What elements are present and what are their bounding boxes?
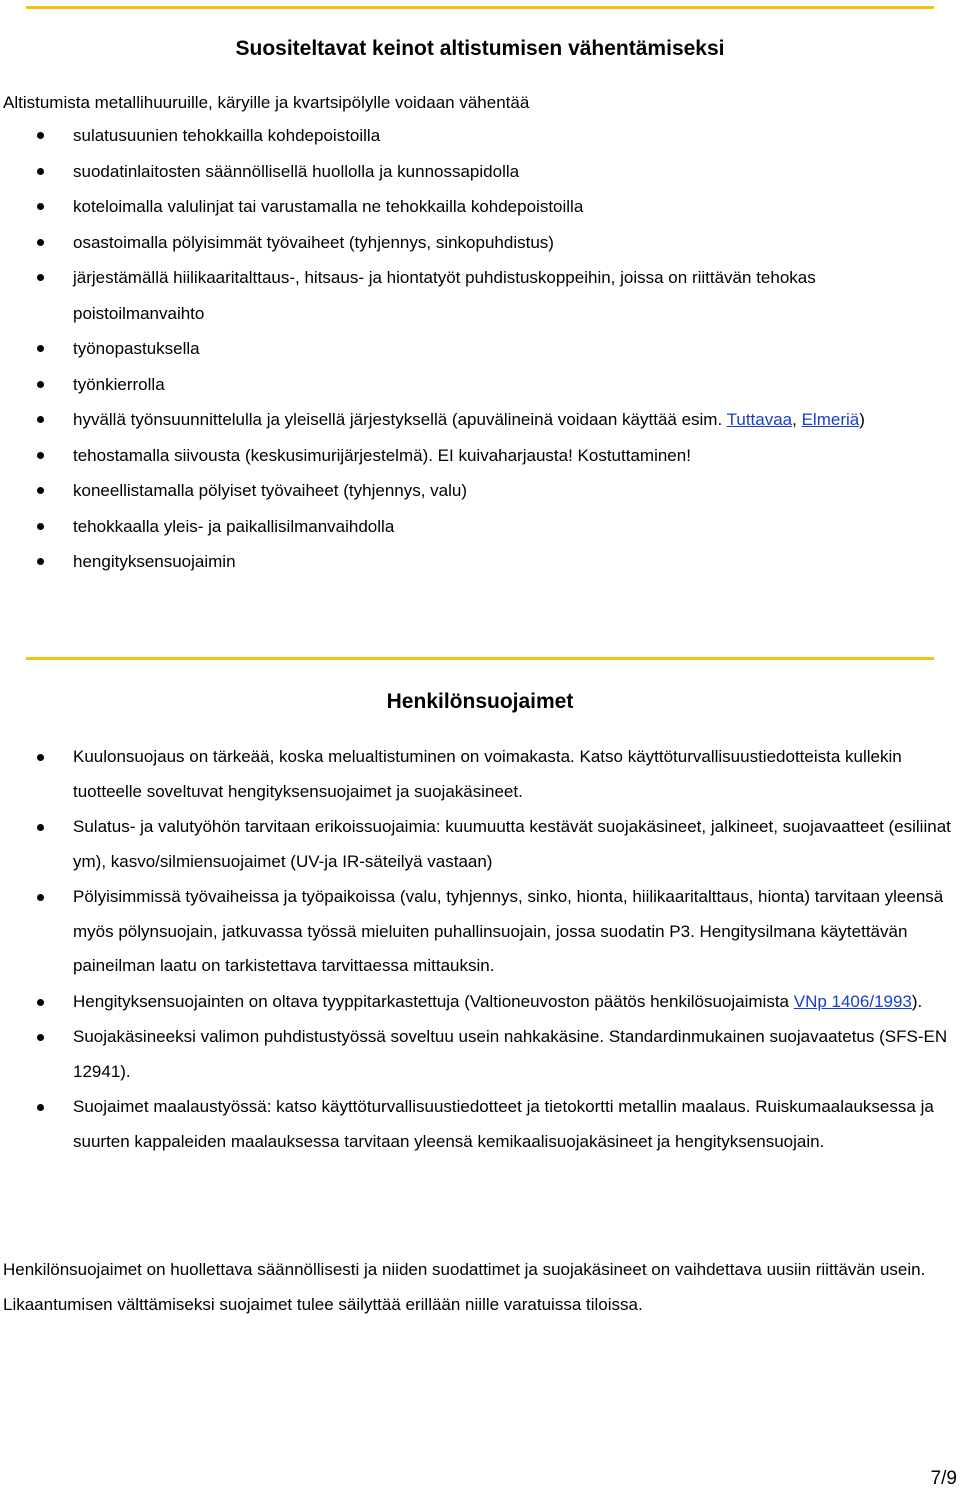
bullet-icon [37,1034,44,1041]
bullet-icon [37,558,44,565]
list-item: sulatusuunien tehokkailla kohdepoistoilla [0,118,945,154]
section-divider [26,657,934,660]
bullet-icon [37,894,44,901]
list-item: Pölyisimmissä työvaiheissa ja työpaikoissa (valu, tyhjennys, sinko, hionta, hiilikaaritalttaus, hionta) tarvitaan yleensä myös pölynsuojain, jatkuvassa työssä mieluiten puhallinsuojain, jossa suodatin P3. Hengitysilmana käytettävän paineilman laatu on tarkistettava tarvittaessa mittauksin. [0,880,955,984]
list-item: koneellistamalla pölyiset työvaiheet (tyhjennys, valu) [0,473,945,509]
exposure-measures-list [0,118,945,580]
list-item: suodatinlaitosten säännöllisellä huollolla ja kunnossapidolla [0,154,945,190]
list-item: tehostamalla siivousta (keskusimurijärjestelmä). EI kuivaharjausta! Kostuttaminen! [0,438,945,474]
list-item: tehokkaalla yleis- ja paikallisilmanvaihdolla [0,509,945,545]
bullet-icon [37,452,44,459]
bullet-icon [37,168,44,175]
bullet-icon [37,381,44,388]
ppe-list [0,740,955,1160]
list-item: hengityksensuojaimin [0,544,945,580]
list-item: osastoimalla pölyisimmät työvaiheet (tyhjennys, sinkopuhdistus) [0,225,945,261]
top-divider [26,6,934,9]
list-item: Suojakäsineeksi valimon puhdistustyössä soveltuu usein nahkakäsine. Standardinmukainen suojavaatetus (SFS-EN 12941). [0,1020,955,1089]
bullet-icon [37,345,44,352]
bullet-icon [37,754,44,761]
section-title-exposure: Suositeltavat keinot altistumisen vähentämiseksi [235,37,725,60]
list-item: työnkierrolla [0,367,945,403]
bullet-icon [37,999,44,1006]
intro-text: Altistumista metallihuuruille, käryille ja kvartsipölylle voidaan vähentää [3,93,530,112]
bullet-icon [37,203,44,210]
closing-paragraph: Henkilönsuojaimet on huollettava säännöllisesti ja niiden suodattimet ja suojakäsineet on vaihdettava uusiin riittävän usein. Likaantumisen välttämiseksi suojaimet tulee säilyttää erillään niille varatuissa tiloissa. [3,1260,926,1314]
bullet-icon [37,824,44,831]
list-item: hyvällä työnsuunnittelulla ja yleisellä järjestyksellä (apuvälineinä voidaan käyttää esim. Tuttavaa, Elmeriä) [0,402,945,438]
bullet-icon [37,274,44,281]
bullet-icon [37,132,44,139]
list-item: Suojaimet maalaustyössä: katso käyttöturvallisuustiedotteet ja tietokortti metallin maalaus. Ruiskumaalauksessa ja suurten kappaleiden maalauksessa tarvitaan yleensä kemikaalisuojakäsineet ja hengityksensuojain. [0,1090,955,1159]
bullet-icon [37,523,44,530]
list-item: Sulatus- ja valutyöhön tarvitaan erikoissuojaimia: kuumuutta kestävät suojakäsineet, jalkineet, suojavaatteet (esiliinat ym), kasvo/silmiensuojaimet (UV-ja IR-säteilyä vastaan) [0,810,955,879]
list-item: Kuulonsuojaus on tärkeää, koska melualtistuminen on voimakasta. Katso käyttöturvallisuustiedotteista kullekin tuotteelle soveltuvat hengityksensuojaimet ja suojakäsineet. [0,740,955,809]
list-item: koteloimalla valulinjat tai varustamalla ne tehokkailla kohdepoistoilla [0,189,945,225]
bullet-icon [37,239,44,246]
bullet-icon [37,1104,44,1111]
list-item: järjestämällä hiilikaaritalttaus-, hitsaus- ja hiontatyöt puhdistuskoppeihin, joissa on riittävän tehokas poistoilmanvaihto [0,260,945,331]
section-title-ppe: Henkilönsuojaimet [386,690,574,713]
list-item: työnopastuksella [0,331,945,367]
bullet-icon [37,416,44,423]
vnp-link[interactable]: VNp 1406/1993 [793,991,912,1011]
elmeria-link[interactable]: Elmeriä [801,410,860,429]
list-item: Hengityksensuojainten on oltava tyyppitarkastettuja (Valtioneuvoston päätös henkilösuojaimista VNp 1406/1993). [0,985,955,1020]
tuttavaa-link[interactable]: Tuttavaa [726,410,793,429]
page-number: 7/9 [930,1468,957,1489]
bullet-icon [37,487,44,494]
